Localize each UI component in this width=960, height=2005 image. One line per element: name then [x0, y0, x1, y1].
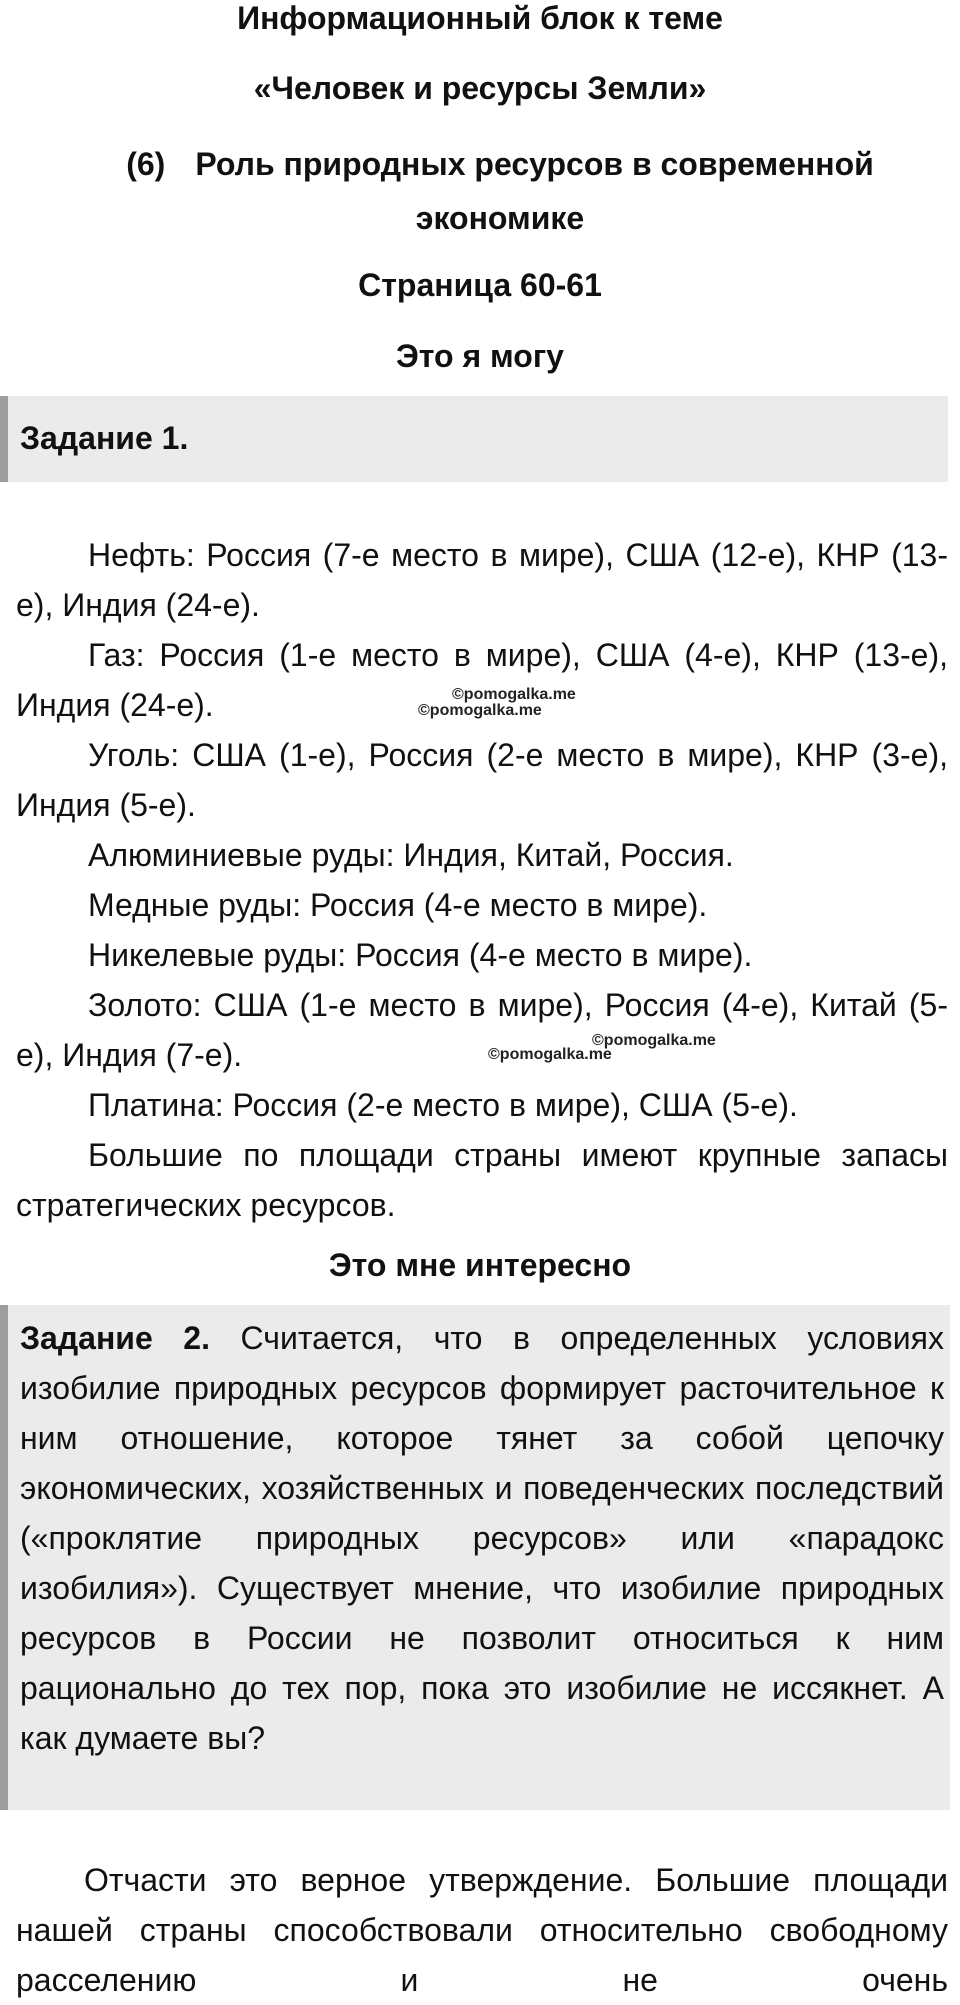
title-line-1: Информационный блок к теме: [237, 0, 723, 36]
answer-paragraph-platinum: Платина: Россия (2-е место в мире), США (5-е).: [88, 1087, 798, 1123]
answer-paragraph-gas: Газ: Россия (1-е место в мире), США (4-е), КНР (13-е), Индия (24-е).: [16, 637, 948, 723]
task-2-answer-paragraph: Отчасти это верное утверждение. Большие площади нашей страны способствовали относительно свободному расселению и не очень: [16, 1862, 948, 1998]
lesson-title: [60, 137, 940, 245]
task-2-text: Считается, что в определенных условиях изобилие природных ресурсов формирует расточительное к ним отношение, которое тянет за собой цепочку экономических, хозяйственных и поведенческих последствий («проклятие природных ресурсов» или «парадокс изобилия»). Существует мнение, что изобилие природных ресурсов в России не позволит относиться к ним рационально до тех пор, пока это изобилие не иссякнет. А как думаете вы?: [20, 1320, 945, 1756]
title-line-2: «Человек и ресурсы Земли»: [253, 70, 707, 106]
task-1-label: Задание 1.: [20, 420, 189, 456]
task-2-box: [0, 1305, 950, 1810]
answer-paragraph-oil: Нефть: Россия (7-е место в мире), США (12-е), КНР (13-е), Индия (24-е).: [16, 537, 948, 623]
answer-paragraph-copper: Медные руды: Россия (4-е место в мире).: [88, 887, 708, 923]
watermark: ©pomogalka.me: [452, 686, 576, 703]
answer-paragraph-aluminium: Алюминиевые руды: Индия, Китай, Россия.: [88, 837, 734, 873]
task-1-header: [0, 396, 948, 482]
task-2-paragraph: [20, 1313, 944, 1763]
task-2-answer: [16, 1855, 948, 2005]
answer-paragraph-coal: Уголь: США (1-е), Россия (2-е место в мире), КНР (3-е), Индия (5-е).: [16, 737, 948, 823]
answer-paragraph-conclusion: Большие по площади страны имеют крупные запасы стратегических ресурсов.: [16, 1137, 948, 1223]
section-heading-interesting: Это мне интересно: [328, 1247, 632, 1283]
task-2-label: Задание 2.: [20, 1320, 210, 1356]
section-heading-can-do: Это я могу: [396, 338, 564, 374]
lesson-title-text: Роль природных ресурсов в современной экономике: [195, 146, 874, 236]
watermark: ©pomogalka.me: [488, 1046, 612, 1063]
answer-paragraph-gold: Золото: США (1-е место в мире), Россия (4-е), Китай (5-е), Индия (7-е).: [16, 987, 948, 1073]
task-1-answer: [16, 530, 948, 1230]
lesson-number: (6): [126, 146, 166, 182]
watermark: ©pomogalka.me: [592, 1032, 716, 1049]
watermark: ©pomogalka.me: [418, 702, 542, 719]
page-label: Страница 60-61: [358, 267, 602, 303]
answer-paragraph-nickel: Никелевые руды: Россия (4-е место в мире).: [88, 937, 753, 973]
